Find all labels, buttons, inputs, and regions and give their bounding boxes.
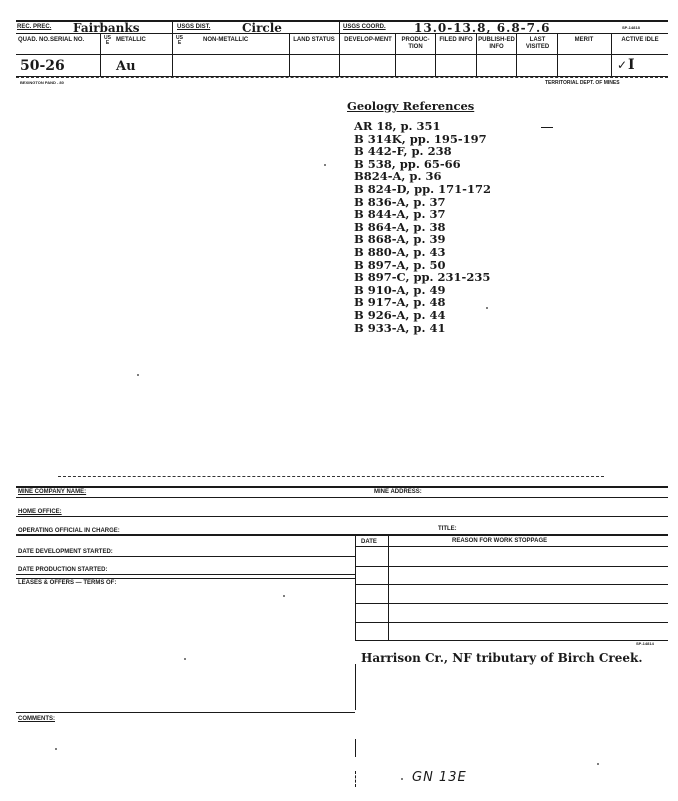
quad-serial-value: 50-26 <box>20 58 65 74</box>
scan-speck <box>401 778 403 780</box>
mine-company-name-label: MINE COMPANY NAME: <box>18 489 87 495</box>
reference-item: B 897-A, p. 50 <box>354 257 446 272</box>
col-use-metallic: USE <box>104 35 111 46</box>
active-idle-value: I <box>628 57 635 73</box>
scan-speck <box>283 595 285 597</box>
stoppage-date-header: DATE <box>361 539 377 545</box>
reference-item: B 824-D, pp. 171-172 <box>354 181 491 196</box>
col-non-metallic: NON-METALLIC <box>203 37 249 43</box>
metallic-value: Au <box>116 59 136 74</box>
reference-item: B 868-A, p. 39 <box>354 232 446 247</box>
col-metallic: METALLIC <box>116 37 146 43</box>
col-filed-info: FILED INFO <box>439 37 473 43</box>
usgs-dist-value: Circle <box>242 21 282 35</box>
reference-item: B 314K, pp. 195-197 <box>354 131 487 146</box>
location-note: Harrison Cr., NF tributary of Birch Creek. <box>361 651 643 665</box>
reference-item: B 864-A, p. 38 <box>354 219 446 234</box>
col-serial-no: SERIAL NO. <box>50 37 85 43</box>
operating-official-label: OPERATING OFFICIAL IN CHARGE: <box>18 528 120 534</box>
col-land-status: LAND STATUS <box>293 37 335 43</box>
scan-speck <box>137 374 139 376</box>
reference-item: B 910-A, p. 49 <box>354 282 446 297</box>
home-office-label: HOME OFFICE: <box>18 509 62 515</box>
geology-reference-list <box>354 120 491 334</box>
reference-item: B 917-A, p. 48 <box>354 295 446 310</box>
date-production-started-label: DATE PRODUCTION STARTED: <box>18 567 108 573</box>
reference-item: B 442-F, p. 238 <box>354 144 452 159</box>
col-last-visited: LAST VISITED <box>525 37 550 50</box>
date-development-started-label: DATE DEVELOPMENT STARTED: <box>18 549 113 555</box>
reference-item: B 538, pp. 65-66 <box>354 156 461 171</box>
stoppage-reason-header: REASON FOR WORK STOPPAGE <box>452 538 548 544</box>
reference-item: B 933-A, p. 41 <box>354 320 446 335</box>
rec-prec-label: REC. PREC. <box>17 24 52 30</box>
col-merit: MERIT <box>574 37 594 43</box>
leases-offers-label: LEASES & OFFERS — TERMS OF: <box>18 580 117 586</box>
printer-imprint: BEXINGTON PAND - 80 <box>20 80 64 85</box>
small-form-number: SP-14814 <box>636 641 654 646</box>
usgs-coord-label: USGS COORD. <box>343 24 386 30</box>
col-development: DEVELOP-MENT <box>344 37 392 43</box>
comments-label: COMMENTS: <box>18 716 55 722</box>
usgs-dist-label: USGS DIST. <box>177 24 211 30</box>
handwritten-code: GN 13E <box>412 770 467 785</box>
reference-item: B 836-A, p. 37 <box>354 194 446 209</box>
scan-speck <box>486 307 488 309</box>
usgs-coord-value: 13.0-13.8, 6.8-7.6 <box>414 21 551 35</box>
rec-prec-value: Fairbanks <box>73 21 140 35</box>
reference-item: B 897-C, pp. 231-235 <box>354 270 491 285</box>
territorial-dept: TERRITORIAL DEPT. OF MINES <box>545 80 620 86</box>
col-use-non-metallic: USE <box>176 35 183 46</box>
col-active-idle: ACTIVE IDLE <box>621 37 659 43</box>
mine-address-label: MINE ADDRESS: <box>374 489 422 495</box>
title-label: TITLE: <box>438 526 457 532</box>
geology-title: Geology References <box>347 99 475 113</box>
col-production: PRODUC-TION <box>401 37 430 50</box>
scan-speck <box>597 763 599 765</box>
reference-item: B 844-A, p. 37 <box>354 207 446 222</box>
col-published-info: PUBLISH-ED INFO <box>478 37 515 50</box>
scan-speck <box>55 748 57 750</box>
stray-mark <box>541 127 553 128</box>
reference-item: B 880-A, p. 43 <box>354 244 446 259</box>
checkmark-icon: ✓ <box>617 58 628 72</box>
reference-item: AR 18, p. 351 <box>354 119 441 133</box>
reference-item: B824-A, p. 36 <box>354 169 442 184</box>
form-number: SP-14818 <box>622 25 640 30</box>
col-quad-no: QUAD. NO. <box>18 37 50 43</box>
scan-speck <box>184 658 186 660</box>
reference-item: B 926-A, p. 44 <box>354 307 446 322</box>
scan-speck <box>324 164 326 166</box>
